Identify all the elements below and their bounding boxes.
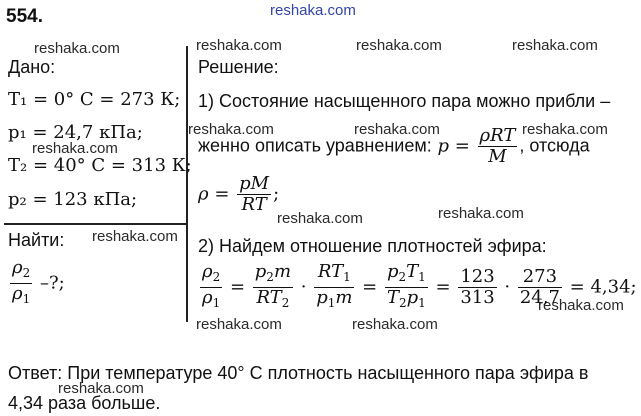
step1-line2: женно описать уравнением: p = $\frac{\text{ρRT}}{M}$ , отсюда	[198, 125, 590, 167]
num-273: 273	[518, 267, 562, 288]
num-123: 123	[460, 266, 495, 287]
find-tail: –?;	[34, 272, 65, 294]
given-t1: T₁ = 0° C = 273 К;	[8, 89, 181, 110]
density-formula: ρ = $\frac{pM}{RT}$ ;	[198, 173, 280, 215]
watermark: reshaka.com	[277, 210, 363, 227]
problem-number: 554.	[6, 6, 43, 27]
answer-line2: 4,34 раза больше.	[8, 393, 161, 413]
equation-fraction: $\frac{\text{ρRT}}{M}$	[479, 125, 516, 167]
watermark: reshaka.com	[188, 121, 274, 138]
given-t2: T₂ = 40° C = 313 К;	[8, 155, 192, 176]
watermark: reshaka.com	[438, 205, 524, 222]
watermark: reshaka.com	[92, 228, 178, 245]
vertical-divider	[186, 46, 188, 322]
watermark: reshaka.com	[196, 316, 282, 333]
watermark: reshaka.com	[522, 121, 608, 138]
watermark: reshaka.com	[32, 140, 118, 157]
ratio-fraction: $\frac{\rho_2}{\rho_1}$	[12, 257, 31, 306]
watermark: reshaka.com	[196, 37, 282, 54]
watermark: reshaka.com	[58, 380, 144, 397]
watermark: reshaka.com	[352, 316, 438, 333]
density-fraction: $\frac{pM}{RT}$	[239, 173, 270, 215]
answer-line1: Ответ: При температуре 40° C плотность насыщенного пара эфира в	[8, 363, 589, 383]
find-heading: Найти:	[8, 230, 65, 250]
given-heading: Дано:	[8, 57, 56, 77]
num-247: 24,7	[519, 287, 560, 308]
watermark: reshaka.com	[356, 37, 442, 54]
watermark: reshaka.com	[34, 40, 120, 57]
ratio-formula: $\frac{\rho_2}{\rho_1}$ = $\frac{p_2m}{RT_2}$ · $\frac{RT_1}{p_1m}$ = $\frac{p_2T_1}{T_2p_1}$ = $\frac{123}{313}$ · $\frac{273}{24,7}$ = 4,34;	[202, 261, 637, 310]
step1-text: женно описать уравнением:	[198, 135, 432, 156]
step1-line1: 1) Состояние насыщенного пара можно прибли –	[198, 91, 611, 111]
given-p2: p₂ = 123 кПа;	[8, 189, 138, 210]
watermark: reshaka.com	[512, 37, 598, 54]
watermark: reshaka.com	[538, 297, 624, 314]
solution-heading: Решение:	[198, 57, 279, 77]
horizontal-divider	[4, 223, 187, 225]
given-p1: p₁ = 24,7 кПа;	[8, 122, 143, 143]
num-313: 313	[460, 287, 495, 308]
watermark-top: reshaka.com	[270, 2, 356, 19]
result: = 4,34;	[569, 276, 637, 298]
watermark: reshaka.com	[354, 121, 440, 138]
find-expression	[8, 258, 65, 309]
step2: 2) Найдем отношение плотностей эфира:	[198, 236, 547, 256]
step1-tail: , отсюда	[519, 135, 590, 156]
